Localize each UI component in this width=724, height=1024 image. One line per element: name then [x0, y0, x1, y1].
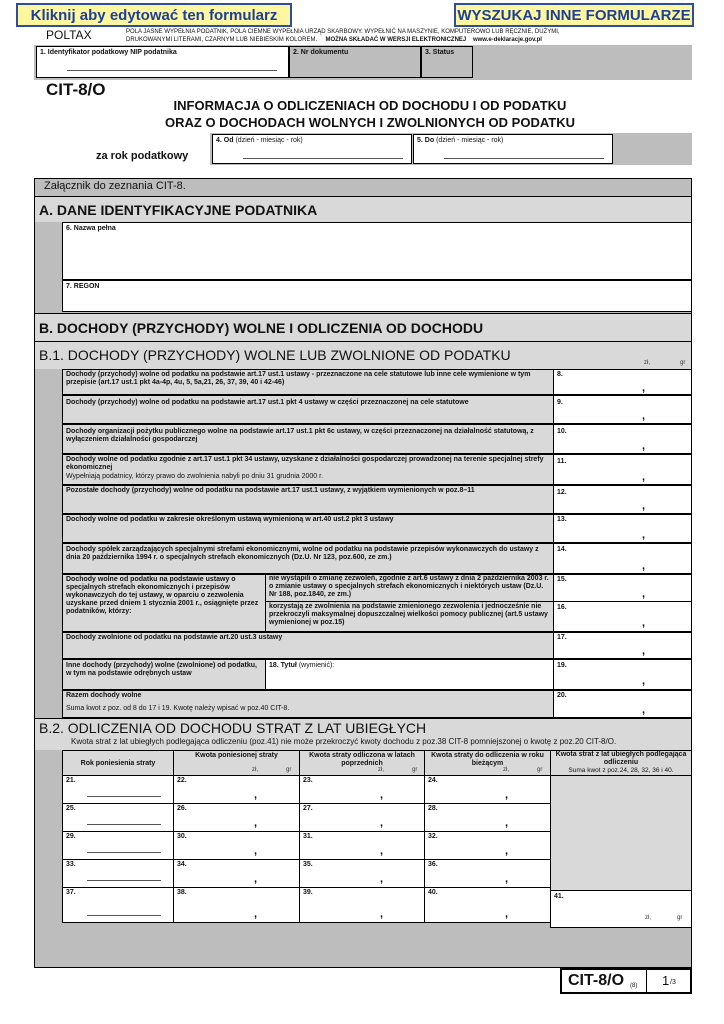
b2-col-loss: Kwota poniesionej straty zł, gr [173, 750, 300, 776]
row-13-label: Dochody wolne od podatku w zakresie określonym ustawą wymienioną w art.40 ust.2 pkt 3 ustawy [66, 516, 394, 523]
row-19-amount[interactable]: 19. , [553, 659, 692, 690]
date-from-line [243, 155, 403, 159]
row-8-label: Dochody (przychody) wolne od podatku na podstawie art.17 ust.1 ustawy - przeznaczone na cele statutowe lub inne cele wymienione w tym przepisie (art.17 ust.1 pkt 4a-4p, 4u, 5, 5a,21, 26, 37, 39, 40 i 42-46) [66, 371, 531, 386]
decimal-comma: , [254, 845, 258, 857]
brand-label: POLTAX [46, 28, 92, 42]
b2-cell-r4-c4[interactable] [424, 859, 551, 888]
row-14-label: Dochody spółek zarządzających specjalnymi strefami ekonomicznymi, wolne od podatku na podstawie przepisów wykonawczych do ustawy z dnia 20 października 1994 r. o specjalnych strefach ekonomicznych (Dz.U. Nr 123, poz.600, ze zm.) [66, 546, 539, 561]
row-13-amount[interactable]: 13. , [553, 514, 692, 543]
b2-col-current-label: Kwota straty do odliczenia w roku bieżącym [431, 752, 544, 767]
title-line1: INFORMACJA O ODLICZENIACH OD DOCHODU I OD PODATKU [173, 98, 567, 113]
b2-cell-r5-c4[interactable] [424, 887, 551, 923]
year-label: za rok podatkowy [96, 150, 189, 162]
status-label: 3. Status [425, 49, 455, 56]
b2-cell-num-r1-c4: 24. [428, 777, 438, 784]
b1-gr-label: gr [680, 360, 686, 366]
b2-cell-r1-c1[interactable] [62, 775, 174, 804]
b2-cell-num-r1-c2: 22. [177, 777, 187, 784]
b2-cell-num-r2-c1: 25. [66, 805, 76, 812]
b2-table [62, 750, 692, 928]
regon-label: 7. REGON [66, 283, 100, 290]
regon-field[interactable] [62, 280, 692, 312]
row-15-label: nie wystąpili o zmianę zezwoleń, zgodnie z art.6 ustawy z dnia 2 października 2003 r. o zmianie ustawy o specjalnych strefach ekonomicznych i niektórych ustaw (Dz.U. Nr 188, poz.1840, ze zm.) [269, 575, 549, 598]
row-18-left-label: Inne dochody (przychody) wolne (zwolnione) od podatku, w tym na podstawie odrębnych ustaw [66, 662, 257, 677]
nip-label: 1. Identyfikator podatkowy NIP podatnika [40, 49, 177, 56]
b2-cell-num-r2-c4: 28. [428, 805, 438, 812]
row-16-num: 16. [557, 604, 567, 611]
b2-note: Kwota strat z lat ubiegłych podlegająca odliczeniu (poz.41) nie może przekroczyć kwoty dochodu z poz.38 CIT-8 pomniejszonej o kwotę z poz.20 CIT-8/O. [71, 737, 617, 746]
row-15-label-cell [265, 574, 554, 602]
row-12-num: 12. [557, 489, 567, 496]
row-17-label-cell [62, 632, 554, 659]
doc-number-field [289, 46, 421, 78]
b2-cell-r2-c4[interactable] [424, 803, 551, 832]
notice [126, 28, 686, 44]
b2-cell-num-r4-c4: 36. [428, 861, 438, 868]
b2-cell-r4-c3[interactable] [299, 859, 425, 888]
attachment-note: Załącznik do zeznania CIT-8. [44, 180, 186, 192]
footer-version: (8) [630, 983, 638, 989]
row-20-label: Razem dochody wolne [66, 692, 142, 699]
b2-cell-r3-c4[interactable] [424, 831, 551, 860]
row-15-16-left-label: Dochody wolne od podatku na podstawie ustawy o specjalnych strefach ekonomicznych i przepisów wykonawczych do tej ustawy, w oparciu o zezwolenia uzyskane przed dniem 1 stycznia 2001 r., osiągnięte przez podatników, którzy: [66, 576, 259, 615]
footer-page: 1 [662, 973, 670, 988]
row-10-num: 10. [557, 428, 567, 435]
row-14-label-cell [62, 543, 554, 574]
doc-number-label: 2. Nr dokumentu [293, 49, 349, 56]
year-input-line [87, 793, 161, 797]
b2-cell-r4-c2[interactable] [173, 859, 300, 888]
year-input-line [87, 821, 161, 825]
b2-col-total-sub: Suma kwot z poz.24, 28, 32, 36 i 40. [568, 767, 674, 774]
b2-cell-r1-c2[interactable] [173, 775, 300, 804]
row-16-label: korzystają ze zwolnienia na podstawie zmienionego zezwolenia i jednocześnie nie przekroczyli maksymalnej dopuszczalnej wielkości pomocy publicznej (art.5 ustawy wymienionej w poz.15) [269, 603, 548, 626]
decimal-comma: , [505, 908, 509, 920]
decimal-comma: , [380, 873, 384, 885]
b2-cell-r4-c1[interactable] [62, 859, 174, 888]
b2-cell-num-r3-c4: 32. [428, 833, 438, 840]
b2-cell-r2-c3[interactable] [299, 803, 425, 832]
edit-form-button[interactable]: Kliknij aby edytować ten formularz [16, 3, 292, 27]
notice-url: www.e-deklaracje.gov.pl [472, 37, 542, 43]
b2-cell-num-r5-c2: 38. [177, 889, 187, 896]
search-forms-button[interactable]: WYSZUKAJ INNE FORMULARZE [454, 3, 694, 27]
row-13-num: 13. [557, 516, 567, 523]
b2-col-current: Kwota straty do odliczenia w roku bieżącym zł, gr [424, 750, 551, 776]
row-16-amount[interactable]: 16. , [553, 601, 692, 632]
b2-cell-r1-c4[interactable] [424, 775, 551, 804]
row-13-label-cell [62, 514, 554, 543]
row-10-label-cell [62, 424, 554, 454]
row-18-left-cell [62, 659, 266, 690]
row-14-amount[interactable]: 14. , [553, 543, 692, 574]
decimal-comma: , [505, 845, 509, 857]
date-from-field[interactable] [212, 134, 412, 164]
b2-header [35, 718, 691, 750]
row-20-num: 20. [557, 692, 567, 699]
b2-cell-num-r3-c3: 31. [303, 833, 313, 840]
full-name-field[interactable] [62, 222, 692, 280]
notice-bold: MOŻNA SKŁADAĆ W WERSJI ELEKTRONICZNEJ [325, 37, 467, 43]
row-11-num: 11. [557, 458, 567, 465]
b2-cell-num-r2-c3: 27. [303, 805, 313, 812]
notice-line1: POLA JASNE WYPEŁNIA PODATNIK, POLA CIEMNE WYPEŁNIA URZĄD SKARBOWY. WYPEŁNIĆ NA MASZYNIE, KOMPUTEROWO LUB RĘCZNIE, DUŻYMI, [126, 29, 560, 35]
row-8-label-cell [62, 369, 554, 395]
row-12-label-cell [62, 485, 554, 514]
form-title [40, 97, 700, 131]
section-a-header [35, 196, 691, 222]
section-a-title: A. DANE IDENTYFIKACYJNE PODATNIKA [39, 202, 318, 218]
b1-title: B.1. DOCHODY (PRZYCHODY) WOLNE LUB ZWOLNIONE OD PODATKU [39, 347, 511, 363]
b2-cell-r5-c1[interactable] [62, 887, 174, 923]
b2-cell-num-r5-c3: 39. [303, 889, 313, 896]
row-8-num: 8. [557, 371, 563, 378]
row-16-label-cell [265, 601, 554, 632]
b2-cell-num-r4-c1: 33. [66, 861, 76, 868]
row-12-amount[interactable]: 12. , [553, 485, 692, 514]
b2-cell-r1-c3[interactable] [299, 775, 425, 804]
footer-code-box [560, 968, 692, 994]
row-10-label: Dochody organizacji pożytku publicznego wolne na podstawie art.17 ust.1 pkt 6c ustawy, w części przeznaczonej na działalność statutową, z wyłączeniem działalności gospodarczej [66, 428, 534, 443]
b2-cell-r5-c2[interactable] [173, 887, 300, 923]
section-b-header [35, 313, 691, 341]
row-11-label-cell [62, 454, 554, 485]
b1-table [62, 369, 692, 718]
row-17-label: Dochody zwolnione od podatku na podstawie art.20 ust.3 ustawy [66, 634, 283, 641]
b2-total-spacer [550, 775, 692, 891]
row-10-amount[interactable]: 10. , [553, 424, 692, 454]
date-to-hint: (dzień - miesiąc - rok) [436, 137, 504, 144]
b2-col-total [550, 750, 692, 776]
row-11-amount[interactable]: 11. , [553, 454, 692, 485]
b2-cell-r2-c2[interactable] [173, 803, 300, 832]
b2-cell-r5-c3[interactable] [299, 887, 425, 923]
row-41-num: 41. [554, 893, 564, 900]
b2-col-prev: Kwota straty odliczona w latach poprzednich zł, gr [299, 750, 425, 776]
b2-cell-num-r1-c1: 21. [66, 777, 76, 784]
row-17-num: 17. [557, 634, 567, 641]
form-code: CIT-8/O [46, 80, 106, 99]
decimal-comma: , [380, 817, 384, 829]
date-to-field[interactable] [413, 134, 613, 164]
row-19-num: 19. [557, 662, 567, 669]
nip-input-line [67, 67, 277, 71]
row-15-amount[interactable]: 15. , [553, 574, 692, 602]
row-9-label: Dochody (przychody) wolne od podatku na podstawie art.17 ust.1 pkt 4 ustawy w części przeznaczonej na cele statutowe [66, 399, 469, 406]
row-12-label: Pozostałe dochody (przychody) wolne od podatku na podstawie art.17 ust.1 ustawy, z wyjątkiem wymienionych w poz.8–11 [66, 487, 475, 494]
b2-cell-num-r3-c2: 30. [177, 833, 187, 840]
section-b-title: B. DOCHODY (PRZYCHODY) WOLNE I ODLICZENIA OD DOCHODU [39, 320, 484, 336]
row-17-amount[interactable]: 17. , [553, 632, 692, 659]
b2-cell-num-r1-c3: 23. [303, 777, 313, 784]
b2-cell-num-r5-c4: 40. [428, 889, 438, 896]
row-20-amount[interactable]: 20. , [553, 690, 692, 718]
b2-cell-r3-c3[interactable] [299, 831, 425, 860]
decimal-comma: , [380, 789, 384, 801]
date-from-num: 4. Od [216, 137, 234, 144]
b1-zl-label: zł, [644, 360, 650, 366]
row-9-amount[interactable]: 9. , [553, 395, 692, 424]
status-field [421, 46, 473, 78]
b2-cell-r3-c1[interactable] [62, 831, 174, 860]
row-20-note: Suma kwot z poz. od 8 do 17 i 19. Kwotę należy wpisać w poz.40 CIT-8. [66, 705, 290, 712]
date-to-num: 5. Do [417, 137, 435, 144]
decimal-comma: , [505, 817, 509, 829]
year-input-line [87, 849, 161, 853]
row-11-note: Wypełniają podatnicy, którzy prawo do zwolnienia nabyli po dniu 31 grudnia 2000 r. [66, 473, 324, 480]
b1-header [35, 341, 691, 369]
b2-col-year [62, 750, 174, 776]
row-9-num: 9. [557, 399, 563, 406]
date-to-line [444, 155, 604, 159]
row-8-amount[interactable]: 8. , [553, 369, 692, 395]
b2-col-total-label: Kwota strat z lat ubiegłych podlegająca odliczeniu [555, 751, 687, 766]
b2-title: B.2. ODLICZENIA OD DOCHODU STRAT Z LAT UBIEGŁYCH [39, 720, 427, 736]
year-input-line [87, 877, 161, 881]
b2-cell-r2-c1[interactable] [62, 803, 174, 832]
full-name-label: 6. Nazwa pełna [66, 225, 116, 232]
notice-line2: DRUKOWANYMI LITERAMI, CZARNYM LUB NIEBIESKIM KOLOREM. [126, 37, 318, 43]
nip-field[interactable] [36, 46, 289, 78]
date-from-hint: (dzień - miesiąc - rok) [235, 137, 303, 144]
b2-cell-num-r2-c2: 26. [177, 805, 187, 812]
decimal-comma: , [505, 789, 509, 801]
footer-code: CIT-8/O [568, 972, 625, 989]
b2-cell-num-r3-c1: 29. [66, 833, 76, 840]
row-41-amount[interactable]: 41. zł, gr [550, 890, 692, 928]
decimal-comma: , [380, 845, 384, 857]
decimal-comma: , [254, 817, 258, 829]
b2-col-prev-label: Kwota straty odliczona w latach poprzednich [309, 752, 415, 767]
title-field-18[interactable] [265, 659, 554, 690]
b2-col-loss-label: Kwota poniesionej straty [195, 752, 278, 759]
footer-pages: /3 [670, 979, 676, 986]
decimal-comma: , [254, 908, 258, 920]
year-input-line [87, 912, 161, 916]
decimal-comma: , [254, 789, 258, 801]
row-20-label-cell [62, 690, 554, 718]
title-line2: ORAZ O DOCHODACH WOLNYCH I ZWOLNIONYCH OD PODATKU [165, 115, 575, 130]
row-15-16-left-cell [62, 574, 266, 632]
decimal-comma: , [254, 873, 258, 885]
b2-cell-num-r5-c1: 37. [66, 889, 76, 896]
b2-col-year-label: Rok poniesienia straty [80, 760, 156, 767]
row-11-label: Dochody wolne od podatku zgodnie z art.17 ust.1 pkt 34 ustawy, uzyskane z działalności gospodarczej prowadzonej na terenie specjalnej strefy ekonomicznej [66, 456, 544, 471]
b2-cell-num-r4-c2: 34. [177, 861, 187, 868]
decimal-comma: , [380, 908, 384, 920]
b2-cell-r3-c2[interactable] [173, 831, 300, 860]
decimal-comma: , [505, 873, 509, 885]
b2-cell-num-r4-c3: 35. [303, 861, 313, 868]
row-15-num: 15. [557, 576, 567, 583]
title-18-label: 18. Tytuł [269, 662, 297, 669]
title-18-hint: (wymienić): [298, 662, 335, 669]
row-9-label-cell [62, 395, 554, 424]
row-14-num: 14. [557, 546, 567, 553]
